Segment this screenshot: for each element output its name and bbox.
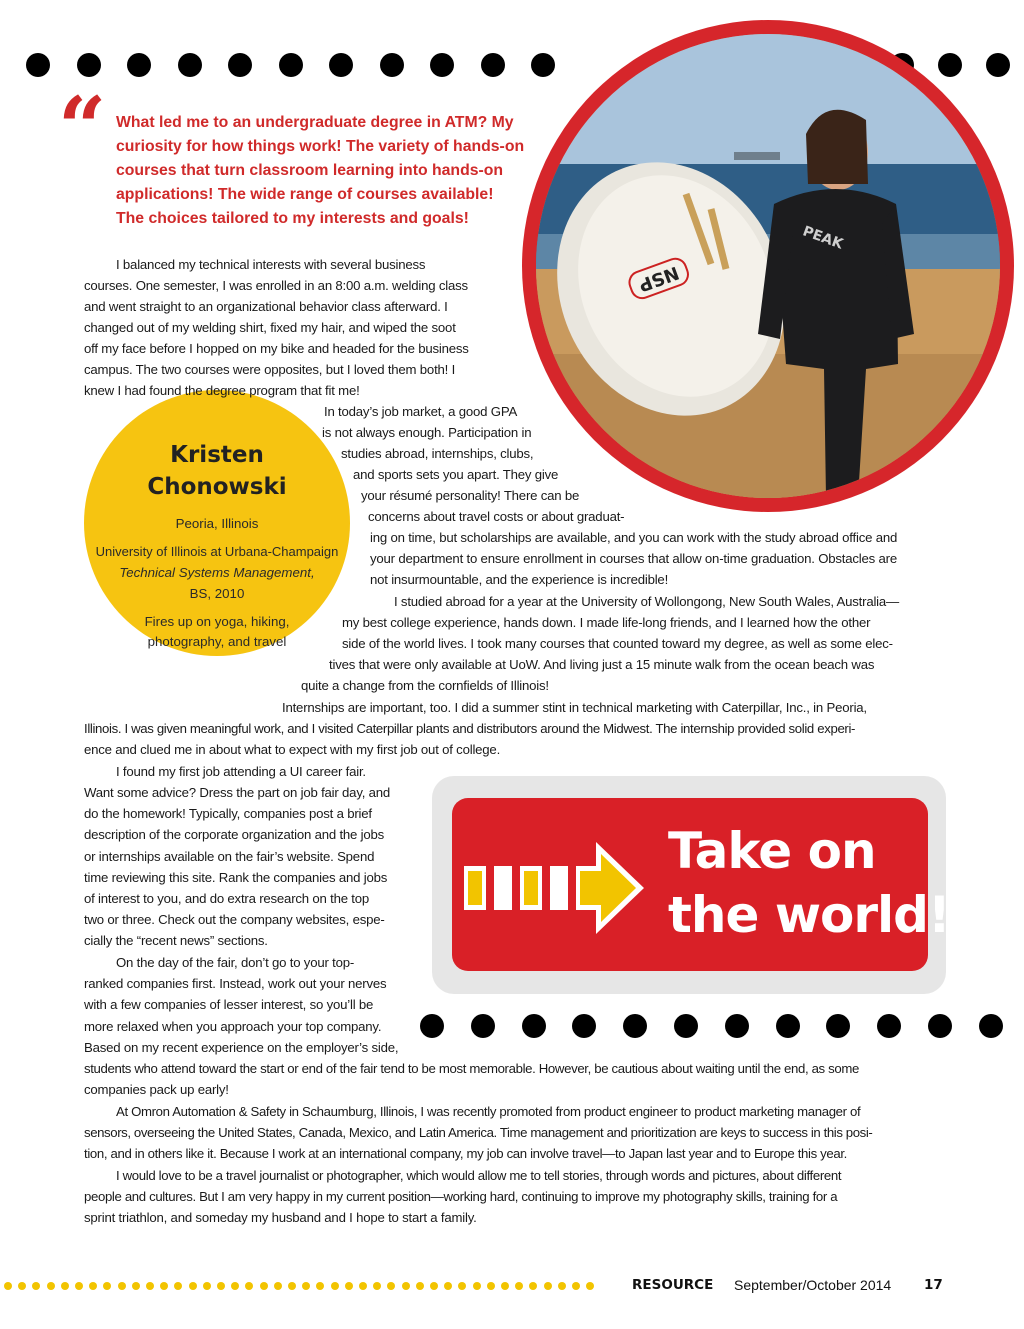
footer-dot xyxy=(160,1282,168,1290)
profile-hometown: Peoria, Illinois xyxy=(175,516,259,531)
body-line: Illinois. I was given meaningful work, and I visited Caterpillar plants and distributors around the Midwest. The internship provided solid experi- xyxy=(84,721,856,736)
body-line: two or three. Check out the company websites, espe- xyxy=(84,912,385,927)
decorative-dot xyxy=(572,1014,596,1038)
decorative-dot xyxy=(531,53,555,77)
decorative-dot xyxy=(420,1014,444,1038)
footer-dot xyxy=(345,1282,353,1290)
footer-dot xyxy=(331,1282,339,1290)
footer-dot xyxy=(174,1282,182,1290)
footer-dot xyxy=(75,1282,83,1290)
body-line: ing on time, but scholarships are available, and you can work with the study abroad office and xyxy=(370,530,898,545)
profile-first-name: Kristen xyxy=(170,442,264,468)
footer-dot xyxy=(4,1282,12,1290)
body-line: concerns about travel costs or about graduat- xyxy=(368,509,625,524)
quote-line: The choices tailored to my interests and goals! xyxy=(116,210,469,227)
footer-dot xyxy=(387,1282,395,1290)
body-line: Internships are important, too. I did a summer stint in technical marketing with Caterpillar, Inc., in Peoria, xyxy=(282,700,867,715)
decorative-dot xyxy=(329,53,353,77)
surfer-photo xyxy=(522,20,1014,512)
profile-degree: BS, 2010 xyxy=(189,586,245,601)
profile-major: Technical Systems Management, xyxy=(119,565,315,580)
body-line: description of the corporate organization and the jobs xyxy=(84,827,385,842)
footer-dot xyxy=(444,1282,452,1290)
footer-dot xyxy=(586,1282,594,1290)
suit-logo: PEAK xyxy=(800,223,845,253)
decorative-dot xyxy=(877,1014,901,1038)
body-line: more relaxed when you approach your top company. xyxy=(84,1019,382,1034)
decorative-dot xyxy=(826,1014,850,1038)
quote-mark: “ xyxy=(58,78,107,177)
body-line: your department to ensure enrollment in courses that allow on-time graduation. Obstacles are xyxy=(370,551,897,566)
footer-dot xyxy=(572,1282,580,1290)
body-line: courses. One semester, I was enrolled in an 8:00 a.m. welding class xyxy=(84,278,468,293)
body-line: knew I had found the degree program that fit me! xyxy=(84,383,360,398)
footer-dot xyxy=(473,1282,481,1290)
footer-dot xyxy=(316,1282,324,1290)
footer-dot xyxy=(132,1282,140,1290)
decorative-dot xyxy=(674,1014,698,1038)
body-line: campus. The two courses were opposites, but I loved them both! I xyxy=(84,362,456,377)
decorative-dot xyxy=(228,53,252,77)
body-line: studies abroad, internships, clubs, xyxy=(341,446,534,461)
decorative-dot xyxy=(471,1014,495,1038)
photo-scene xyxy=(536,34,1000,498)
body-line: ranked companies first. Instead, work out your nerves xyxy=(84,976,387,991)
body-line: On the day of the fair, don’t go to your top- xyxy=(116,955,355,970)
body-line: not insurmountable, and the experience is incredible! xyxy=(370,572,669,587)
body-line: I balanced my technical interests with several business xyxy=(116,257,426,272)
body-line: sensors, overseeing the United States, Canada, Mexico, and Latin America. Time management and prioritization are keys to success in this posi- xyxy=(84,1125,873,1140)
body-line: I found my first job attending a UI career fair. xyxy=(116,764,366,779)
banner-panel xyxy=(452,798,950,971)
quote-line: What led me to an undergraduate degree in ATM? My xyxy=(116,114,514,131)
body-line: changed out of my welding shirt, fixed my hair, and wiped the soot xyxy=(84,320,456,335)
decorative-dot xyxy=(77,53,101,77)
decorative-dot xyxy=(938,53,962,77)
footer-dot xyxy=(515,1282,523,1290)
body-line: with a few companies of lesser interest, so you’ll be xyxy=(84,997,374,1012)
body-line: I studied abroad for a year at the University of Wollongong, New South Wales, Australia— xyxy=(394,594,900,609)
footer-dot xyxy=(359,1282,367,1290)
body-line: quite a change from the cornfields of Illinois! xyxy=(301,678,549,693)
decorative-dot xyxy=(430,53,454,77)
footer-dot xyxy=(203,1282,211,1290)
decorative-dot xyxy=(522,1014,546,1038)
body-line: tion, and in others like it. Because I work at an international company, my job can involve travel—to Japan last year and to Europe this year. xyxy=(84,1146,847,1161)
body-line: ence and clued me in about what to expect with my first job out of college. xyxy=(84,742,501,757)
banner-line-2: the world! xyxy=(668,886,950,944)
body-line: of interest to you, and do extra research on the top xyxy=(84,891,370,906)
body-line: Want some advice? Dress the part on job fair day, and xyxy=(84,785,391,800)
footer-dot xyxy=(501,1282,509,1290)
footer-dot xyxy=(288,1282,296,1290)
decorative-dot xyxy=(380,53,404,77)
footer-dot xyxy=(89,1282,97,1290)
footer-dot xyxy=(217,1282,225,1290)
footer-dot xyxy=(487,1282,495,1290)
footer-dot xyxy=(373,1282,381,1290)
footer-dot xyxy=(416,1282,424,1290)
footer-dot xyxy=(189,1282,197,1290)
decorative-dot xyxy=(26,53,50,77)
decorative-dot xyxy=(279,53,303,77)
quote-line: applications! The wide range of courses available! xyxy=(116,186,494,203)
magazine-name: RESOURCE xyxy=(632,1277,714,1293)
footer-dot xyxy=(103,1282,111,1290)
footer-dot xyxy=(274,1282,282,1290)
footer-dot xyxy=(558,1282,566,1290)
footer-dot xyxy=(32,1282,40,1290)
profile-last-name: Chonowski xyxy=(147,474,287,500)
decorative-dot xyxy=(127,53,151,77)
page-number: 17 xyxy=(924,1277,943,1293)
footer-dot xyxy=(118,1282,126,1290)
profile-badge xyxy=(84,390,350,656)
body-line: sprint triathlon, and someday my husband and I hope to start a family. xyxy=(84,1210,477,1225)
footer-dot xyxy=(402,1282,410,1290)
footer-dot xyxy=(245,1282,253,1290)
body-line: Based on my recent experience on the employer’s side, xyxy=(84,1040,399,1055)
footer-dot xyxy=(430,1282,438,1290)
banner-line-1: Take on xyxy=(668,822,876,880)
body-line: tives that were only available at UoW. And living just a 15 minute walk from the ocean beach was xyxy=(329,657,875,672)
issue-date: September/October 2014 xyxy=(734,1277,892,1293)
decorative-dot xyxy=(979,1014,1003,1038)
body-line: off my face before I hopped on my bike and headed for the business xyxy=(84,341,469,356)
profile-university: University of Illinois at Urbana-Champaign xyxy=(95,544,339,559)
body-line: your résumé personality! There can be xyxy=(361,488,580,503)
decorative-dot xyxy=(928,1014,952,1038)
profile-hobbies: Fires up on yoga, hiking, xyxy=(144,614,290,629)
footer-dot xyxy=(302,1282,310,1290)
body-line: I would love to be a travel journalist or photographer, which would allow me to tell stories, through words and pictures, about different xyxy=(116,1168,842,1183)
quote-line: courses that turn classroom learning into hands-on xyxy=(116,162,504,179)
profile-hobbies: photography, and travel xyxy=(147,634,287,649)
body-line: my best college experience, hands down. I made life-long friends, and I learned how the other xyxy=(342,615,871,630)
body-line: In today’s job market, a good GPA xyxy=(324,404,518,419)
body-line: At Omron Automation & Safety in Schaumburg, Illinois, I was recently promoted from product engineer to product marketing manager of xyxy=(116,1104,861,1119)
quote-line: curiosity for how things work! The variety of hands-on xyxy=(116,138,525,155)
body-line: or internships available on the fair’s website. Spend xyxy=(84,849,375,864)
footer-dot xyxy=(47,1282,55,1290)
take-on-the-world-banner xyxy=(432,776,950,994)
decorative-dot xyxy=(776,1014,800,1038)
arrow-right-icon xyxy=(464,838,664,938)
footer-dot xyxy=(529,1282,537,1290)
body-line: is not always enough. Participation in xyxy=(322,425,532,440)
footer-dot xyxy=(146,1282,154,1290)
footer-dot xyxy=(260,1282,268,1290)
decorative-dot xyxy=(623,1014,647,1038)
decorative-dot xyxy=(481,53,505,77)
decorative-dot xyxy=(986,53,1010,77)
decorative-dot xyxy=(178,53,202,77)
footer-dot xyxy=(61,1282,69,1290)
body-line: cially the “recent news” sections. xyxy=(84,933,268,948)
body-line: and went straight to an organizational behavior class afterward. I xyxy=(84,299,448,314)
body-line: side of the world lives. I took many courses that counted toward my degree, as well as some elec- xyxy=(342,636,893,651)
body-line: students who attend toward the start or end of the fair tend to be most memorable. However, be cautious about waiting until the end, as some xyxy=(84,1061,859,1076)
decorative-dot xyxy=(725,1014,749,1038)
footer-dot xyxy=(18,1282,26,1290)
beach-scene-illustration xyxy=(536,34,1000,498)
body-line: do the homework! Typically, companies post a brief xyxy=(84,806,372,821)
body-line: time reviewing this site. Rank the companies and jobs xyxy=(84,870,388,885)
body-line: people and cultures. But I am very happy in my current position—working hard, continuing to improve my photography skills, training for a xyxy=(84,1189,838,1204)
footer-dot xyxy=(458,1282,466,1290)
footer-dot xyxy=(544,1282,552,1290)
body-line: and sports sets you apart. They give xyxy=(353,467,559,482)
footer-dot xyxy=(231,1282,239,1290)
board-logo: NSP xyxy=(625,254,692,302)
body-line: companies pack up early! xyxy=(84,1082,229,1097)
